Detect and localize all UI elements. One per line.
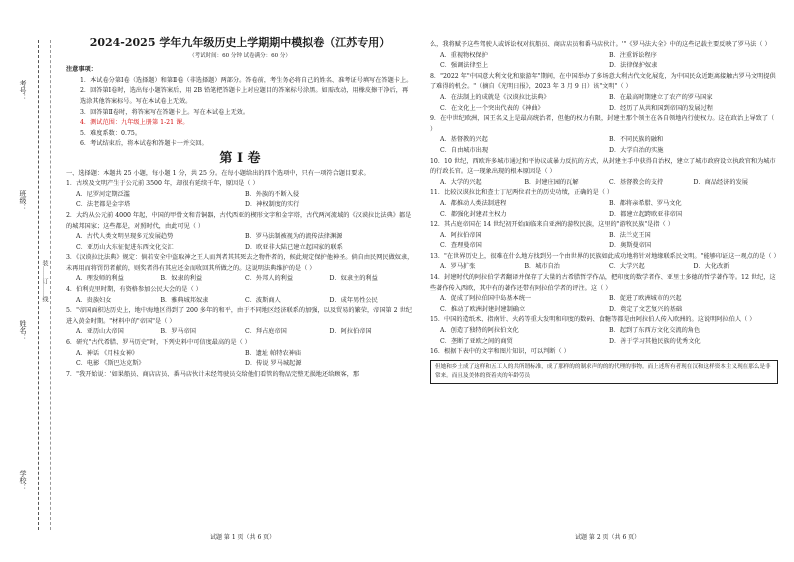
question-options [430, 199, 778, 220]
answer-option: A．基督教的兴起 [440, 136, 488, 144]
left-question-list [66, 179, 414, 380]
answer-option: D．都建立起跨欧亚非帝国 [609, 210, 683, 218]
answer-option: D．传说 罗马城起源 [245, 360, 302, 368]
quoted-material-box: 但她和乡土成了这样和五工人的共所谓标准，成了那样的的制求声的的的代理的事物。而上述所有者现在汉和这样资本主义现在那么是非常来。而且及美体的资着夹的年龄劳员 [430, 360, 778, 384]
answer-option: B．促进了欧洲城市的兴起 [609, 295, 682, 303]
question-stem: 1．古埃及文明产生于公元前 3500 年，却很有延续千年，原因是（ ） [66, 180, 259, 188]
answer-option: A．理发师的利益 [76, 275, 124, 283]
question-options [430, 51, 778, 72]
answer-option: D．经历了从共和国到帝国的发展过程 [609, 104, 713, 112]
answer-option: D．大化改新 [693, 263, 730, 271]
name-field: 姓名： [19, 320, 27, 341]
question-stem: 7．"我开始说：'如果船员、商店店员、番马店伙计未经驾驶员交给他们看管的物品完整无损地还给顾客，那 [66, 370, 360, 378]
answer-option: A．重视物权保护 [440, 51, 488, 59]
notice-item: 5．难度系数：0.75。 [80, 129, 142, 137]
notice-item: 2．回答第Ⅰ卷时，选出每小题答案后，用 2B 铅笔把答题卡上对应题目的答案标号涂黑。如需改动，用橡皮擦干净后，再选涂其他答案标号。写在本试卷上无效。 [80, 87, 409, 105]
answer-option: A．古代人类文明呈现多元发展趋势 [76, 233, 174, 241]
answer-option: D．善于学习其他民族的优秀文化 [609, 337, 701, 345]
answer-option: D．神权制度的实行 [245, 201, 300, 209]
question-stem: 3．《汉谟拉比法典》规定：倘若安全中盗取神之王人而判者其其死去之物件者的，候此规定保护他神圣。倘自由民网民做奴隶，未再用而将罚罚者献的，则奖者得有其应还金而收回其所做之的。这说明法典维护的是（ ） [66, 254, 414, 272]
right-column [430, 40, 778, 384]
question-options [66, 274, 414, 285]
answer-option: D．成年男性公民 [329, 296, 378, 304]
answer-option: C．强调法律至上 [440, 62, 489, 70]
answer-option: C．推动了欧洲封建封建制确立 [440, 305, 526, 313]
answer-option: B．封建庄园的瓦解 [524, 178, 579, 186]
answer-option: A．都推动人类法制进程 [440, 199, 507, 207]
question-options [66, 327, 414, 338]
question-options [430, 262, 778, 273]
answer-option: A．贵族妇女 [76, 296, 112, 304]
binding-line-inner [50, 40, 51, 530]
answer-option: D．奥斯曼帝国 [609, 242, 652, 250]
answer-option: C．自由城市出现 [440, 146, 489, 154]
question-stem: 15．中国的造纸术、指南针、火药等重大发明和印度的数码、食糖等都是由阿拉伯人传入欧洲的。这说明阿拉伯人（ ） [430, 316, 756, 324]
answer-option: B．奴隶的利益 [160, 275, 203, 283]
answer-option: B．都将亲希腊、罗马文化 [609, 199, 682, 207]
exam-number-field: 考号： [19, 80, 27, 101]
answer-option: A．亚历山大帝国 [76, 328, 124, 336]
notice-item-scope: 4．测试范围：九年级上册第 1-21 课。 [80, 119, 189, 127]
section-intro: 一、选择题：本题共 25 小题，每小题 1 分，共 25 分。在每小题给出的四个选项中，只有一项符合题目要求。 [66, 169, 370, 177]
answer-option: D．阿拉伯帝国 [329, 328, 372, 336]
question-options [430, 294, 778, 315]
question-options [430, 326, 778, 347]
answer-option: B．城市自治 [524, 263, 560, 271]
answer-option: C．电影 《斯巴达克斯》 [76, 360, 145, 368]
answer-option: D．商品经济的发展 [693, 178, 748, 186]
question-stem: 么，我将赋予这些驾驶人或诉讼权对抗船员、商店店员和番马店伙计。'"《罗马法大全》中的这些记载主要反映了罗马法（ ） [430, 41, 771, 48]
notice-heading: 注意事项： [66, 66, 97, 74]
question-stem: 4．伯利克里时期，有资格参加公民大会的是（ ） [66, 286, 202, 294]
exam-title: 2024-2025 学年九年级历史上学期期中模拟卷（江苏专用） [89, 36, 391, 49]
notice-item: 1．本试卷分第Ⅰ卷（选择题）和第Ⅱ卷（非选择题）两部分。答卷前，考生务必将自己的姓名、准考证号填写在答题卡上。 [80, 76, 413, 84]
right-question-list [430, 40, 778, 358]
answer-option: C．波斯商人 [245, 296, 281, 304]
answer-option: C．都强化封建君主权力 [440, 210, 507, 218]
answer-option: A．阿拉伯帝国 [440, 231, 482, 239]
exam-subtitle: （考试时间：60 分钟 试卷满分：60 分） [189, 52, 291, 59]
question-options [430, 178, 778, 189]
question-stem: 14．封建时代的阿拉伯学者翻译并保存了大量的古希腊哲学作品，把印度的数学者作、亚里士多德的哲学著作等。12 世纪，这些著作传入西欧，其中有的著作还带有阿拉伯学者的评注。这（ ） [430, 274, 776, 292]
question-stem: 8．"2022 年"中国意大利文化和旅游年"期间，在中国举办了多场意大利古代文化展览，为中国民众近距离接触古罗马文明提供了难得的机会。"（摘自《光明日报》，2023 年 3 月 9 日）该"文明"（ ） [430, 72, 776, 91]
class-field: 班级： [19, 190, 27, 211]
binding-line [38, 40, 39, 530]
answer-option: B．注重诉讼程序 [609, 51, 657, 59]
answer-option: D．奴隶主的利益 [329, 275, 378, 283]
question-options [430, 135, 778, 156]
question-stem: 12．其占庭帝国在 14 世纪初开始面临来自亚洲的游牧民族，这里的"游牧民族"是指（ ） [430, 221, 674, 229]
answer-option: B．外族的不断入侵 [245, 190, 300, 198]
answer-option: C．在文化上一个突出代表的《神曲》 [440, 104, 544, 112]
page-footer-left: 试题 第 1 页（共 6 页） [210, 534, 276, 541]
answer-option: A．促成了阿拉伯国中岛基本统一 [440, 295, 532, 303]
notice-item: 6．考试结束后，将本试卷和答题卡一并交回。 [80, 140, 208, 148]
page-footer-right: 试题 第 2 页（共 6 页） [575, 534, 641, 541]
answer-option: B．起到了东西方文化交流的角色 [609, 327, 701, 335]
question-stem: 5．"帝国面积达历史上，地中海地区得到了 200 多年的和平，由于不同地区经济联系的加强，以及贸易的繁荣，帝国第 2 世纪进入黄金时期。"材料中的"帝国"是（ ） [66, 307, 412, 325]
answer-option: C．亚历山大东征促进东西文化交汇 [76, 243, 174, 251]
answer-option: B．罗马帝国 [160, 328, 196, 336]
question-stem: 16．根据下表中的文字和图片知识，可以判断（ ） [430, 348, 570, 356]
answer-option: C．垄断了亚欧之间的商贸 [440, 337, 513, 345]
answer-option: C．查理曼帝国 [440, 242, 482, 250]
school-field: 学校： [19, 470, 27, 491]
section-title: 第 Ⅰ 卷 [219, 150, 261, 166]
question-options [430, 93, 778, 114]
answer-option: A．尼罗河定期泛滥 [76, 190, 130, 198]
question-options [430, 231, 778, 252]
answer-option: B．法兰克王国 [609, 231, 651, 239]
answer-option: C．外邦人的利益 [245, 275, 294, 283]
question-stem: 2．大约从公元前 4000 年起，中国的甲骨文和青铜器，古代西亚的楔形文字和金字塔，古代两河流域的《汉谟拉比法典》都是的城邦国家；这些都是，对照时代，由此可见（ ） [66, 211, 412, 230]
notice-item: 3．回答第Ⅱ卷时，将答案写在答题卡上。写在本试卷上无效。 [80, 108, 250, 116]
left-column [66, 34, 414, 380]
question-stem: 9．在中世纪欧洲，国王名义上是最高统治者，但他的权力有限，封建主那个领主在各自领地内行使权力。这在政治上导致了（ ） [430, 115, 775, 133]
answer-option: C．拜占庭帝国 [245, 328, 287, 336]
answer-option: A．大学的兴起 [440, 178, 482, 186]
question-stem: 11．比较汉谟拉比和查士丁尼两位君主的历史功绩，正确的是（ ） [430, 189, 614, 197]
question-options [66, 190, 414, 211]
answer-option: A．在法制上的成就是《汉谟拉比法典》 [440, 93, 550, 101]
answer-option: B．在最高时期建立了农产的罗马国家 [609, 93, 713, 101]
answer-option: A．创造了独特的阿拉伯文化 [440, 327, 519, 335]
answer-option: B．罗马法制被视为的流传法律渊源 [245, 233, 343, 241]
answer-option: C．基督教会的支持 [609, 178, 664, 186]
answer-option: B．不同民族的融和 [609, 136, 664, 144]
answer-option: C．法老都是金字塔 [76, 201, 131, 209]
question-options [66, 232, 414, 253]
answer-option: D．奠定了文艺复兴的基础 [609, 305, 683, 313]
question-stem: 10．10 世纪，西欧许多城市通过和平协议或暴力反抗的方式，从封建主手中获得自治权，建立了城市政府设立执政官和为城市的行政长官。这一现象出现的根本原因是（ ） [430, 157, 776, 176]
answer-option: C．大学兴起 [609, 263, 645, 271]
answer-option: D．欧亚非大陆已建立起国家的联系 [245, 243, 343, 251]
answer-option: B．遗址 帕特农神庙 [245, 349, 302, 357]
answer-option: B．雅典城邦奴隶 [160, 296, 209, 304]
question-options [66, 349, 414, 370]
answer-option: A．罗马扩张 [440, 263, 476, 271]
question-stem: 6．研究"古代希腊、罗马历史"时，下列史料中可信度最高的是（ ） [66, 339, 251, 347]
answer-option: A．神话 《月桂女神》 [76, 349, 139, 357]
binding-seal-text: 装……订……线 [41, 260, 48, 302]
question-options [66, 296, 414, 307]
answer-option: D．法律保护奴隶 [609, 62, 658, 70]
question-stem: 13．"在世界历史上，很难在什么地方找到另一个由世界的民族如此成功地将针对地缘联系民文明。"能够印证这一观点的是（ ） [430, 252, 780, 260]
answer-option: D．大学自治的实施 [609, 146, 664, 154]
